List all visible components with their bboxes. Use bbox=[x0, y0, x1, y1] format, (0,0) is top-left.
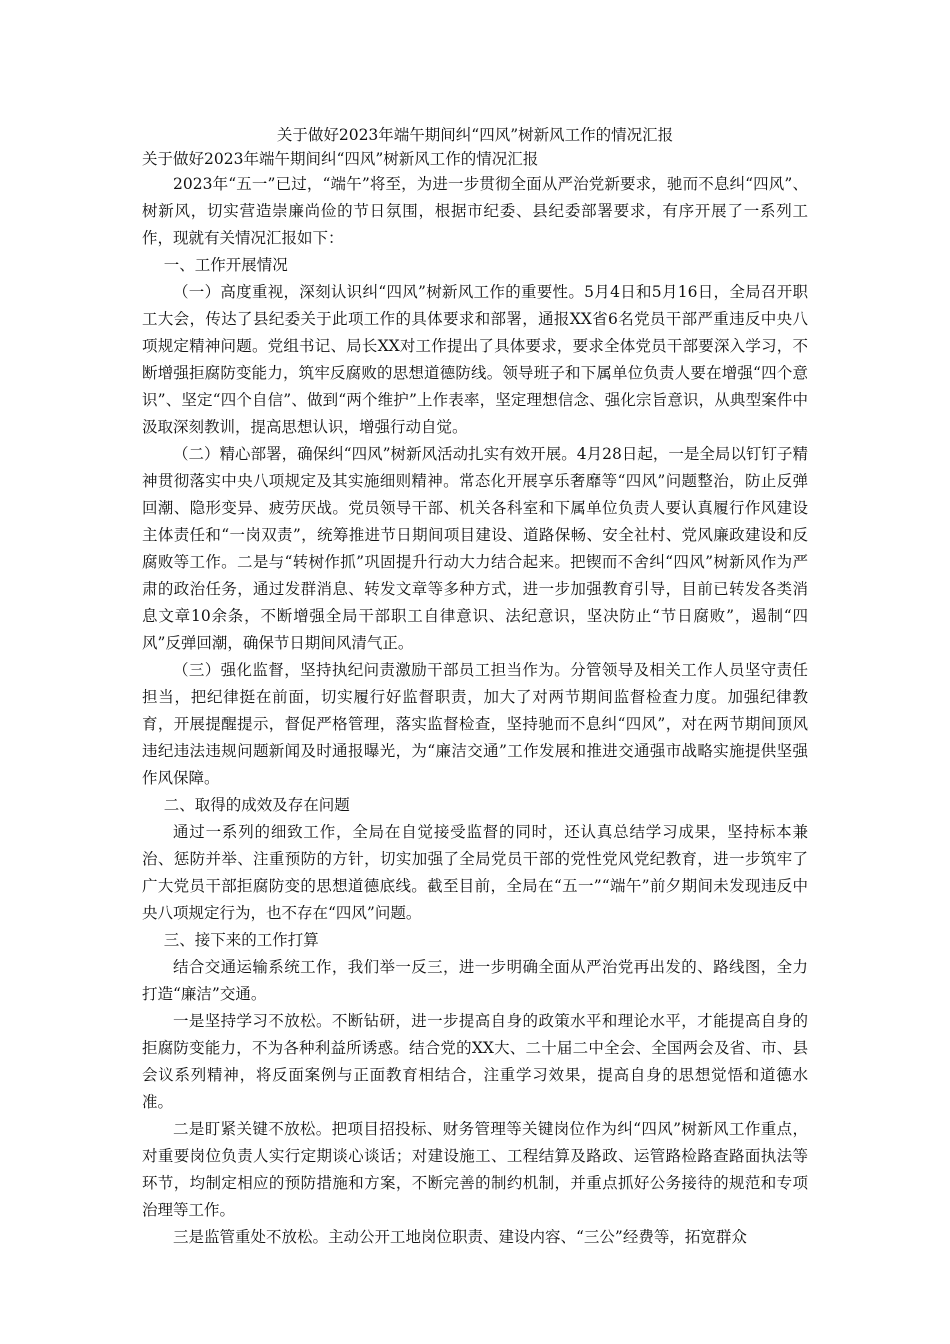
section2-paragraph-1: 通过一系列的细致工作，全局在自觉接受监督的同时，还认真总结学习成果，坚持标本兼治、惩防并举、注重预防的方针，切实加强了全局党员干部的党性党风党纪教育，进一步筑牢了广大党员干部拒腐防变的思想道德底线。截至目前，全局在“五一”“端午”前夕期间未发现违反中央八项规定行为，也不存在“四风”问题。 bbox=[142, 823, 808, 922]
section1-paragraph-3: （三）强化监督，坚持执纪问责激励干部员工担当作为。分管领导及相关工作人员坚守责任担当，把纪律挺在前面，切实履行好监督职责，加大了对两节期间监督检查力度。加强纪律教育，开展提醒提示，督促严格管理，落实监督检查，坚持驰而不息纠“四风”，对在两节期间顶风违纪违法违规问题新闻及时通报曝光，为“廉洁交通”工作发展和推进交通强市战略实施提供坚强作风保障。 bbox=[142, 661, 808, 787]
section3-paragraph-4: 三是监管重处不放松。主动公开工地岗位职责、建设内容、“三公”经费等，拓宽群众 bbox=[173, 1228, 747, 1246]
section3-paragraph-2: 一是坚持学习不放松。不断钻研，进一步提高自身的政策水平和理论水平，才能提高自身的拒腐防变能力，不为各种利益所诱惑。结合党的XX大、二十届二中全会、全国两会及省、市、县会议系列精神，将反面案例与正面教育相结合，注重学习效果，提高自身的思想觉悟和道德水准。 bbox=[142, 1012, 808, 1111]
section-heading-3: 三、接下来的工作打算 bbox=[163, 931, 319, 949]
section3-paragraph-1: 结合交通运输系统工作，我们举一反三，进一步明确全面从严治党再出发的、路线图，全力打造“廉洁”交通。 bbox=[142, 958, 808, 1003]
section-heading-1: 一、工作开展情况 bbox=[163, 256, 288, 274]
document-title: 关于做好2023年端午期间纠“四风”树新风工作的情况汇报 bbox=[276, 126, 674, 144]
document-subtitle: 关于做好2023年端午期间纠“四风”树新风工作的情况汇报 bbox=[142, 150, 539, 168]
document-body bbox=[142, 123, 808, 1251]
section-heading-2: 二、取得的成效及存在问题 bbox=[163, 796, 350, 814]
section1-paragraph-2: （二）精心部署，确保纠“四风”树新风活动扎实有效开展。4月28日起，一是全局以钉钉子精神贯彻落实中央八项规定及其实施细则精神。常态化开展享乐奢靡等“四风”问题整治，防止反弹回潮、隐形变异、疲劳厌战。党员领导干部、机关各科室和下属单位负责人要认真履行作风建设主体责任和“一岗双责”，统筹推进节日期间项目建设、道路保畅、安全社村、党风廉政建设和反腐败等工作。二是与“转树作抓”巩固提升行动大力结合起来。把锲而不舍纠“四风”树新风作为严肃的政治任务，通过发群消息、转发文章等多种方式，进一步加强教育引导，目前已转发各类消息文章10余条，不断增强全局干部职工自律意识、法纪意识，坚决防止“节日腐败”，遏制“四风”反弹回潮，确保节日期间风清气正。 bbox=[142, 445, 808, 652]
intro-paragraph: 2023年“五一”已过，“端午”将至，为进一步贯彻全面从严治党新要求，驰而不息纠“四风”、树新风，切实营造崇廉尚俭的节日氛围，根据市纪委、县纪委部署要求，有序开展了一系列工作，现就有关情况汇报如下： bbox=[142, 175, 808, 247]
section1-paragraph-1: （一）高度重视，深刻认识纠“四风”树新风工作的重要性。5月4日和5月16日，全局召开职工大会，传达了县纪委关于此项工作的具体要求和部署，通报XX省6名党员干部严重违反中央八项规定精神问题。党组书记、局长XX对工作提出了具体要求，要求全体党员干部要深入学习，不断增强拒腐防变能力，筑牢反腐败的思想道德防线。领导班子和下属单位负责人要在增强“四个意识”、坚定“四个自信”、做到“两个维护”上作表率，坚定理想信念、强化宗旨意识，从典型案件中汲取深刻教训，提高思想认识，增强行动自觉。 bbox=[142, 283, 808, 436]
section3-paragraph-3: 二是盯紧关键不放松。把项目招投标、财务管理等关键岗位作为纠“四风”树新风工作重点，对重要岗位负责人实行定期谈心谈话；对建设施工、工程结算及路政、运管路检路查路面执法等环节，均制定相应的预防措施和方案，不断完善的制约机制，并重点抓好公务接待的规范和专项治理等工作。 bbox=[142, 1120, 808, 1219]
